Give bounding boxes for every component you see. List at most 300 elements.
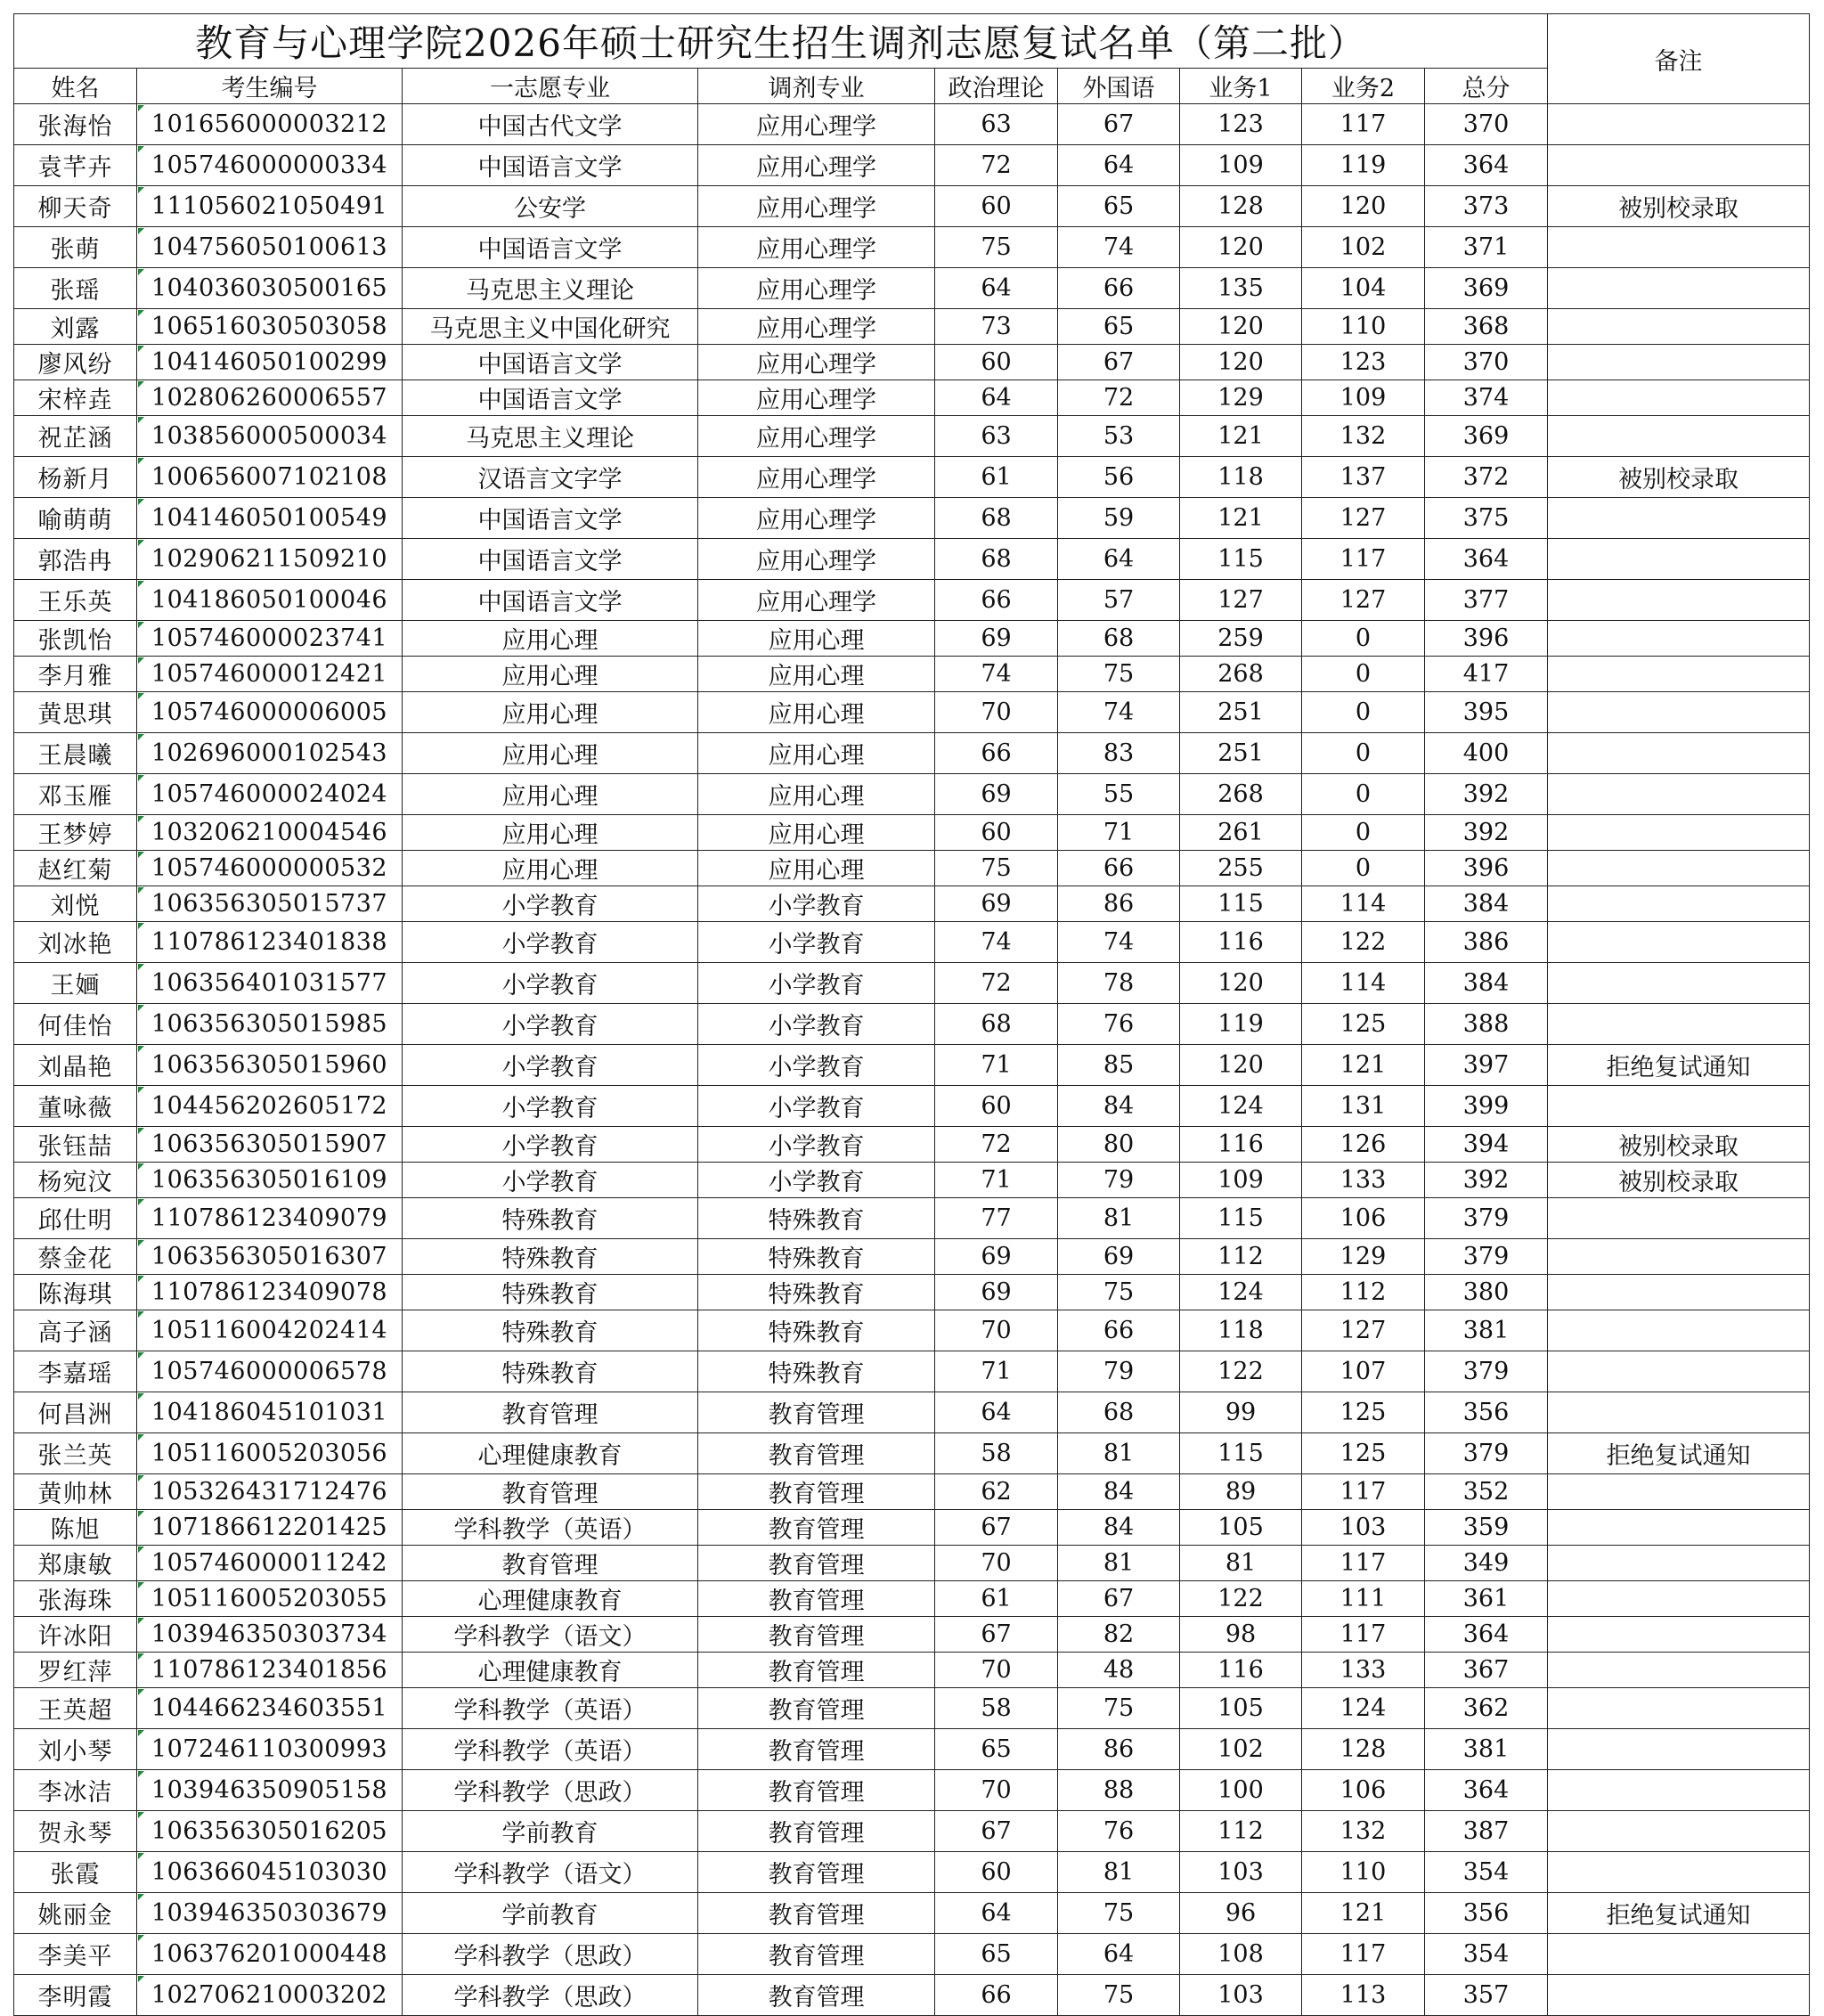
cell-total: 381	[1425, 1729, 1548, 1770]
cell-adjusted-major: 应用心理	[698, 733, 935, 774]
cell-exam-id: 102906211509210	[137, 539, 403, 580]
cell-subject-2: 107	[1302, 1351, 1425, 1392]
cell-note	[1548, 1004, 1810, 1045]
cell-adjusted-major: 应用心理学	[698, 227, 935, 268]
cell-adjusted-major: 应用心理学	[698, 416, 935, 457]
cell-foreign-language: 53	[1058, 416, 1180, 457]
cell-name: 黄帅林	[14, 1474, 137, 1510]
cell-subject-1: 120	[1180, 227, 1302, 268]
cell-name: 邓玉雁	[14, 774, 137, 815]
cell-name: 赵红菊	[14, 851, 137, 886]
cell-exam-id: 105746000011242	[137, 1546, 403, 1581]
cell-subject-2: 114	[1302, 963, 1425, 1004]
table-row	[14, 1127, 1810, 1163]
cell-adjusted-major: 应用心理学	[698, 268, 935, 309]
cell-total: 364	[1425, 539, 1548, 580]
cell-note	[1548, 1770, 1810, 1811]
cell-politics: 73	[935, 309, 1058, 345]
cell-subject-1: 118	[1180, 1310, 1302, 1351]
cell-exam-id: 103856000500034	[137, 416, 403, 457]
cell-note	[1548, 580, 1810, 621]
candidate-table	[13, 13, 1810, 2016]
cell-adjusted-major: 特殊教育	[698, 1198, 935, 1239]
cell-note	[1548, 345, 1810, 380]
cell-adjusted-major: 应用心理学	[698, 498, 935, 539]
cell-adjusted-major: 特殊教育	[698, 1351, 935, 1392]
cell-name: 柳天奇	[14, 186, 137, 227]
table-row	[14, 1004, 1810, 1045]
cell-subject-2: 0	[1302, 733, 1425, 774]
cell-note	[1548, 657, 1810, 692]
cell-subject-1: 116	[1180, 1127, 1302, 1163]
cell-subject-1: 124	[1180, 1086, 1302, 1127]
cell-exam-id: 107246110300993	[137, 1729, 403, 1770]
cell-subject-2: 121	[1302, 1045, 1425, 1086]
cell-foreign-language: 68	[1058, 621, 1180, 657]
cell-note: 拒绝复试通知	[1548, 1433, 1810, 1474]
cell-politics: 66	[935, 733, 1058, 774]
cell-subject-2: 106	[1302, 1198, 1425, 1239]
table-row	[14, 1770, 1810, 1811]
cell-total: 370	[1425, 104, 1548, 145]
cell-note	[1548, 1581, 1810, 1617]
cell-politics: 69	[935, 774, 1058, 815]
cell-adjusted-major: 教育管理	[698, 1433, 935, 1474]
cell-first-choice: 应用心理	[403, 621, 698, 657]
cell-subject-1: 251	[1180, 692, 1302, 733]
cell-first-choice: 学科教学（语文）	[403, 1852, 698, 1893]
cell-foreign-language: 86	[1058, 886, 1180, 922]
cell-name: 杨新月	[14, 457, 137, 498]
table-row	[14, 1852, 1810, 1893]
header-name: 姓名	[14, 69, 137, 104]
cell-subject-1: 112	[1180, 1811, 1302, 1852]
header-exam-id: 考生编号	[137, 69, 403, 104]
cell-total: 399	[1425, 1086, 1548, 1127]
cell-name: 陈海琪	[14, 1275, 137, 1310]
cell-adjusted-major: 应用心理	[698, 692, 935, 733]
cell-note	[1548, 1392, 1810, 1433]
cell-exam-id: 104466234603551	[137, 1688, 403, 1729]
cell-subject-1: 123	[1180, 104, 1302, 145]
table-row	[14, 815, 1810, 851]
table-row	[14, 1975, 1810, 2016]
table-row	[14, 851, 1810, 886]
cell-subject-1: 120	[1180, 963, 1302, 1004]
cell-adjusted-major: 应用心理学	[698, 309, 935, 345]
cell-politics: 70	[935, 1770, 1058, 1811]
cell-subject-1: 118	[1180, 457, 1302, 498]
cell-first-choice: 学科教学（英语）	[403, 1688, 698, 1729]
cell-subject-2: 131	[1302, 1086, 1425, 1127]
cell-politics: 64	[935, 1893, 1058, 1934]
cell-subject-2: 132	[1302, 416, 1425, 457]
cell-politics: 67	[935, 1510, 1058, 1546]
cell-name: 祝芷涵	[14, 416, 137, 457]
cell-first-choice: 学科教学（思政）	[403, 1770, 698, 1811]
cell-exam-id: 104756050100613	[137, 227, 403, 268]
cell-total: 364	[1425, 1770, 1548, 1811]
cell-note	[1548, 1811, 1810, 1852]
cell-name: 董咏薇	[14, 1086, 137, 1127]
cell-politics: 65	[935, 1729, 1058, 1770]
cell-subject-2: 137	[1302, 457, 1425, 498]
cell-note	[1548, 774, 1810, 815]
cell-adjusted-major: 应用心理学	[698, 186, 935, 227]
cell-subject-2: 127	[1302, 498, 1425, 539]
cell-subject-2: 117	[1302, 104, 1425, 145]
cell-adjusted-major: 小学教育	[698, 1004, 935, 1045]
cell-subject-2: 0	[1302, 621, 1425, 657]
cell-name: 罗红萍	[14, 1653, 137, 1688]
cell-politics: 66	[935, 580, 1058, 621]
cell-foreign-language: 67	[1058, 104, 1180, 145]
cell-politics: 64	[935, 380, 1058, 416]
cell-total: 352	[1425, 1474, 1548, 1510]
cell-subject-2: 125	[1302, 1433, 1425, 1474]
cell-foreign-language: 74	[1058, 692, 1180, 733]
header-first-choice: 一志愿专业	[403, 69, 698, 104]
table-row	[14, 1934, 1810, 1975]
cell-adjusted-major: 应用心理	[698, 657, 935, 692]
cell-total: 397	[1425, 1045, 1548, 1086]
cell-name: 王英超	[14, 1688, 137, 1729]
cell-name: 张钰喆	[14, 1127, 137, 1163]
cell-subject-2: 110	[1302, 1852, 1425, 1893]
table-row	[14, 1653, 1810, 1688]
cell-subject-1: 89	[1180, 1474, 1302, 1510]
cell-first-choice: 马克思主义理论	[403, 416, 698, 457]
cell-exam-id: 110786123409078	[137, 1275, 403, 1310]
cell-subject-2: 124	[1302, 1688, 1425, 1729]
table-row	[14, 457, 1810, 498]
cell-politics: 63	[935, 416, 1058, 457]
cell-total: 392	[1425, 774, 1548, 815]
cell-first-choice: 马克思主义理论	[403, 268, 698, 309]
cell-total: 388	[1425, 1004, 1548, 1045]
cell-subject-2: 0	[1302, 692, 1425, 733]
table-row	[14, 1163, 1810, 1198]
cell-politics: 62	[935, 1474, 1058, 1510]
cell-subject-2: 0	[1302, 815, 1425, 851]
header-note: 备注	[1548, 14, 1810, 104]
title-row	[14, 14, 1810, 69]
cell-first-choice: 中国语言文学	[403, 227, 698, 268]
cell-exam-id: 111056021050491	[137, 186, 403, 227]
cell-adjusted-major: 应用心理学	[698, 104, 935, 145]
cell-foreign-language: 74	[1058, 227, 1180, 268]
table-row	[14, 268, 1810, 309]
cell-adjusted-major: 小学教育	[698, 922, 935, 963]
cell-exam-id: 110786123401838	[137, 922, 403, 963]
cell-politics: 67	[935, 1811, 1058, 1852]
cell-name: 郭浩冉	[14, 539, 137, 580]
cell-first-choice: 特殊教育	[403, 1351, 698, 1392]
cell-name: 张凯怡	[14, 621, 137, 657]
cell-first-choice: 学科教学（英语）	[403, 1510, 698, 1546]
cell-subject-2: 111	[1302, 1581, 1425, 1617]
cell-total: 371	[1425, 227, 1548, 268]
cell-first-choice: 中国语言文学	[403, 345, 698, 380]
cell-foreign-language: 64	[1058, 539, 1180, 580]
cell-adjusted-major: 应用心理学	[698, 457, 935, 498]
cell-politics: 71	[935, 1045, 1058, 1086]
cell-exam-id: 104186045101031	[137, 1392, 403, 1433]
cell-subject-2: 117	[1302, 1546, 1425, 1581]
cell-exam-id: 106356305016307	[137, 1239, 403, 1275]
cell-foreign-language: 68	[1058, 1392, 1180, 1433]
cell-total: 356	[1425, 1893, 1548, 1934]
cell-total: 354	[1425, 1852, 1548, 1893]
cell-foreign-language: 75	[1058, 657, 1180, 692]
cell-subject-2: 127	[1302, 580, 1425, 621]
cell-foreign-language: 66	[1058, 268, 1180, 309]
cell-subject-2: 109	[1302, 380, 1425, 416]
cell-name: 李月雅	[14, 657, 137, 692]
cell-subject-2: 123	[1302, 345, 1425, 380]
cell-politics: 70	[935, 1310, 1058, 1351]
cell-name: 王婳	[14, 963, 137, 1004]
cell-subject-1: 268	[1180, 657, 1302, 692]
cell-total: 381	[1425, 1310, 1548, 1351]
cell-total: 374	[1425, 380, 1548, 416]
cell-politics: 61	[935, 1581, 1058, 1617]
cell-politics: 69	[935, 886, 1058, 922]
cell-name: 张海珠	[14, 1581, 137, 1617]
cell-politics: 68	[935, 1004, 1058, 1045]
cell-first-choice: 公安学	[403, 186, 698, 227]
cell-adjusted-major: 应用心理学	[698, 345, 935, 380]
cell-foreign-language: 69	[1058, 1239, 1180, 1275]
cell-exam-id: 106356305016205	[137, 1811, 403, 1852]
cell-subject-1: 112	[1180, 1239, 1302, 1275]
cell-name: 廖风纷	[14, 345, 137, 380]
cell-foreign-language: 66	[1058, 1310, 1180, 1351]
cell-first-choice: 心理健康教育	[403, 1581, 698, 1617]
cell-total: 369	[1425, 416, 1548, 457]
cell-subject-1: 115	[1180, 1433, 1302, 1474]
cell-first-choice: 应用心理	[403, 851, 698, 886]
cell-subject-1: 109	[1180, 1163, 1302, 1198]
cell-adjusted-major: 应用心理	[698, 815, 935, 851]
cell-first-choice: 应用心理	[403, 657, 698, 692]
cell-subject-2: 0	[1302, 657, 1425, 692]
cell-politics: 68	[935, 539, 1058, 580]
cell-subject-2: 0	[1302, 774, 1425, 815]
cell-foreign-language: 75	[1058, 1688, 1180, 1729]
cell-first-choice: 心理健康教育	[403, 1433, 698, 1474]
cell-subject-2: 133	[1302, 1163, 1425, 1198]
cell-first-choice: 应用心理	[403, 692, 698, 733]
cell-politics: 75	[935, 851, 1058, 886]
cell-subject-1: 120	[1180, 309, 1302, 345]
cell-subject-1: 251	[1180, 733, 1302, 774]
cell-politics: 63	[935, 104, 1058, 145]
cell-name: 陈旭	[14, 1510, 137, 1546]
table-row	[14, 1729, 1810, 1770]
cell-foreign-language: 59	[1058, 498, 1180, 539]
cell-exam-id: 104186050100046	[137, 580, 403, 621]
cell-first-choice: 汉语言文字学	[403, 457, 698, 498]
cell-exam-id: 102706210003202	[137, 1975, 403, 2016]
page-title: 教育与心理学院2026年硕士研究生招生调剂志愿复试名单（第二批）	[14, 14, 1548, 69]
table-row	[14, 963, 1810, 1004]
cell-foreign-language: 57	[1058, 580, 1180, 621]
cell-total: 396	[1425, 851, 1548, 886]
cell-first-choice: 学科教学（思政）	[403, 1975, 698, 2016]
cell-foreign-language: 75	[1058, 1975, 1180, 2016]
cell-name: 张萌	[14, 227, 137, 268]
cell-foreign-language: 71	[1058, 815, 1180, 851]
cell-name: 张霞	[14, 1852, 137, 1893]
cell-total: 354	[1425, 1934, 1548, 1975]
cell-adjusted-major: 教育管理	[698, 1474, 935, 1510]
table-row	[14, 1688, 1810, 1729]
cell-subject-1: 116	[1180, 1653, 1302, 1688]
cell-subject-1: 116	[1180, 922, 1302, 963]
cell-total: 364	[1425, 145, 1548, 186]
cell-subject-2: 102	[1302, 227, 1425, 268]
cell-name: 李美平	[14, 1934, 137, 1975]
cell-exam-id: 106356305016109	[137, 1163, 403, 1198]
cell-name: 王梦婷	[14, 815, 137, 851]
cell-foreign-language: 81	[1058, 1546, 1180, 1581]
cell-politics: 64	[935, 268, 1058, 309]
cell-first-choice: 应用心理	[403, 733, 698, 774]
cell-adjusted-major: 小学教育	[698, 1086, 935, 1127]
cell-foreign-language: 83	[1058, 733, 1180, 774]
cell-subject-2: 113	[1302, 1975, 1425, 2016]
table-row	[14, 145, 1810, 186]
table-row	[14, 1474, 1810, 1510]
header-row	[14, 69, 1810, 104]
cell-adjusted-major: 教育管理	[698, 1729, 935, 1770]
cell-first-choice: 中国语言文学	[403, 145, 698, 186]
cell-total: 364	[1425, 1617, 1548, 1653]
cell-name: 刘晶艳	[14, 1045, 137, 1086]
cell-adjusted-major: 教育管理	[698, 1893, 935, 1934]
cell-exam-id: 106356305015985	[137, 1004, 403, 1045]
cell-total: 387	[1425, 1811, 1548, 1852]
cell-note: 被别校录取	[1548, 1127, 1810, 1163]
header-foreign-language: 外国语	[1058, 69, 1180, 104]
cell-subject-1: 120	[1180, 345, 1302, 380]
cell-total: 380	[1425, 1275, 1548, 1310]
cell-name: 贺永琴	[14, 1811, 137, 1852]
cell-adjusted-major: 教育管理	[698, 1688, 935, 1729]
cell-exam-id: 102696000102543	[137, 733, 403, 774]
cell-total: 379	[1425, 1351, 1548, 1392]
cell-note	[1548, 145, 1810, 186]
table-row	[14, 345, 1810, 380]
table-row	[14, 1351, 1810, 1392]
cell-note	[1548, 268, 1810, 309]
cell-name: 邱仕明	[14, 1198, 137, 1239]
cell-total: 370	[1425, 345, 1548, 380]
cell-exam-id: 102806260006557	[137, 380, 403, 416]
cell-note	[1548, 1852, 1810, 1893]
cell-adjusted-major: 教育管理	[698, 1392, 935, 1433]
cell-exam-id: 103946350303734	[137, 1617, 403, 1653]
cell-name: 许冰阳	[14, 1617, 137, 1653]
cell-first-choice: 小学教育	[403, 963, 698, 1004]
cell-adjusted-major: 教育管理	[698, 1546, 935, 1581]
cell-name: 何佳怡	[14, 1004, 137, 1045]
cell-foreign-language: 74	[1058, 922, 1180, 963]
cell-exam-id: 105746000012421	[137, 657, 403, 692]
table-row	[14, 1310, 1810, 1351]
cell-politics: 67	[935, 1617, 1058, 1653]
cell-foreign-language: 81	[1058, 1433, 1180, 1474]
cell-foreign-language: 55	[1058, 774, 1180, 815]
cell-exam-id: 106356305015737	[137, 886, 403, 922]
cell-subject-1: 96	[1180, 1893, 1302, 1934]
cell-politics: 69	[935, 621, 1058, 657]
cell-politics: 72	[935, 1127, 1058, 1163]
cell-foreign-language: 81	[1058, 1852, 1180, 1893]
cell-adjusted-major: 应用心理学	[698, 539, 935, 580]
cell-foreign-language: 88	[1058, 1770, 1180, 1811]
cell-name: 李嘉瑶	[14, 1351, 137, 1392]
cell-first-choice: 学前教育	[403, 1811, 698, 1852]
cell-adjusted-major: 教育管理	[698, 1852, 935, 1893]
cell-politics: 60	[935, 186, 1058, 227]
cell-politics: 71	[935, 1351, 1058, 1392]
cell-note	[1548, 309, 1810, 345]
cell-politics: 60	[935, 1852, 1058, 1893]
cell-foreign-language: 75	[1058, 1893, 1180, 1934]
cell-subject-2: 117	[1302, 1474, 1425, 1510]
cell-total: 356	[1425, 1392, 1548, 1433]
header-subject-2: 业务2	[1302, 69, 1425, 104]
cell-adjusted-major: 教育管理	[698, 1975, 935, 2016]
cell-note: 被别校录取	[1548, 1163, 1810, 1198]
cell-foreign-language: 85	[1058, 1045, 1180, 1086]
cell-first-choice: 小学教育	[403, 1163, 698, 1198]
cell-total: 379	[1425, 1198, 1548, 1239]
cell-name: 杨宛汶	[14, 1163, 137, 1198]
cell-total: 384	[1425, 886, 1548, 922]
cell-adjusted-major: 教育管理	[698, 1617, 935, 1653]
cell-note	[1548, 539, 1810, 580]
cell-name: 刘小琴	[14, 1729, 137, 1770]
cell-subject-1: 122	[1180, 1351, 1302, 1392]
cell-exam-id: 105746000023741	[137, 621, 403, 657]
cell-total: 400	[1425, 733, 1548, 774]
cell-exam-id: 105116005203056	[137, 1433, 403, 1474]
header-adjusted-major: 调剂专业	[698, 69, 935, 104]
cell-first-choice: 教育管理	[403, 1474, 698, 1510]
cell-name: 张海怡	[14, 104, 137, 145]
cell-name: 王乐英	[14, 580, 137, 621]
cell-name: 王晨曦	[14, 733, 137, 774]
table-row	[14, 1239, 1810, 1275]
cell-subject-1: 115	[1180, 886, 1302, 922]
cell-exam-id: 105326431712476	[137, 1474, 403, 1510]
header-total: 总分	[1425, 69, 1548, 104]
cell-total: 395	[1425, 692, 1548, 733]
cell-adjusted-major: 小学教育	[698, 963, 935, 1004]
cell-exam-id: 106366045103030	[137, 1852, 403, 1893]
cell-subject-2: 129	[1302, 1239, 1425, 1275]
cell-first-choice: 小学教育	[403, 1127, 698, 1163]
cell-note	[1548, 498, 1810, 539]
cell-politics: 61	[935, 457, 1058, 498]
cell-exam-id: 105116004202414	[137, 1310, 403, 1351]
cell-adjusted-major: 特殊教育	[698, 1239, 935, 1275]
cell-first-choice: 小学教育	[403, 1086, 698, 1127]
cell-note	[1548, 1688, 1810, 1729]
